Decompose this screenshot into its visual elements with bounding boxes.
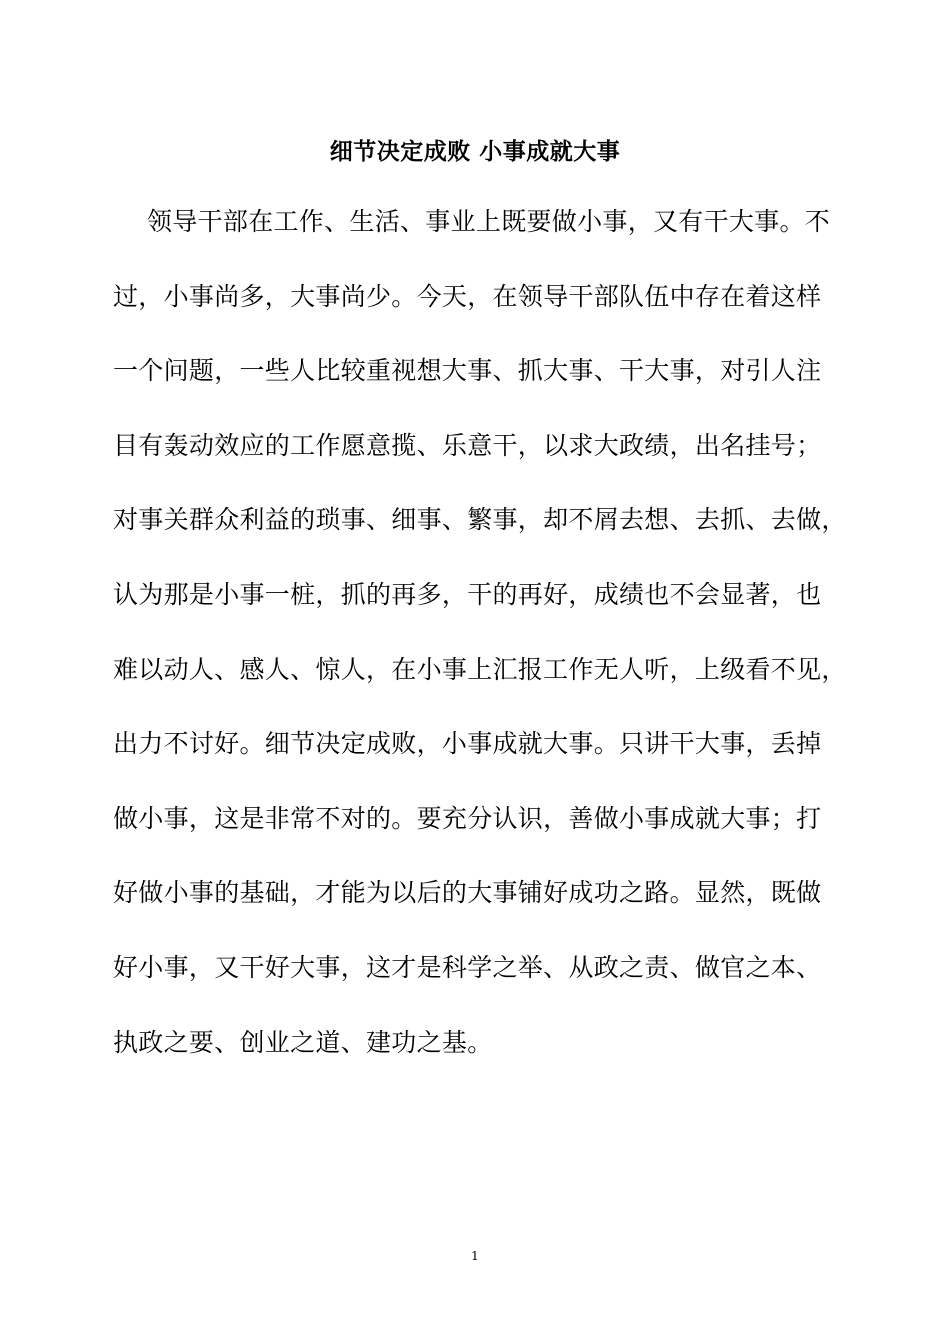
paragraph-line-5: 对事关群众利益的琐事、细事、繁事，却不屑去想、去抓、去做， (113, 505, 847, 535)
paragraph-line-6: 认为那是小事一桩，抓的再多，干的再好，成绩也不会显著，也 (113, 579, 822, 609)
paragraph-line-12: 执政之要、创业之道、建功之基。 (113, 1027, 493, 1057)
paragraph-line-1: 领导干部在工作、生活、事业上既要做小事，又有干大事。不 (147, 207, 831, 236)
page-number: 1 (471, 1249, 479, 1263)
paragraph-line-2: 过，小事尚多，大事尚少。今天，在领导干部队伍中存在着这样 (113, 281, 822, 311)
paragraph-line-9: 做小事，这是非常不对的。要充分认识，善做小事成就大事；打 (113, 803, 822, 833)
paragraph-line-11: 好小事，又干好大事，这才是科学之举、从政之责、做官之本、 (113, 952, 822, 982)
paragraph-line-8: 出力不讨好。细节决定成败，小事成就大事。只讲干大事，丢掉 (113, 729, 822, 759)
paragraph-line-10: 好做小事的基础，才能为以后的大事铺好成功之路。显然，既做 (113, 878, 822, 908)
paragraph-line-4: 目有轰动效应的工作愿意揽、乐意干，以求大政绩，出名挂号； (113, 430, 822, 460)
body-paragraph (113, 204, 853, 1099)
paragraph-line-7: 难以动人、感人、惊人，在小事上汇报工作无人听，上级看不见， (113, 654, 847, 684)
document-title: 细节决定成败 小事成就大事 (329, 138, 621, 165)
paragraph-line-3: 一个问题，一些人比较重视想大事、抓大事、干大事，对引人注 (113, 356, 822, 386)
